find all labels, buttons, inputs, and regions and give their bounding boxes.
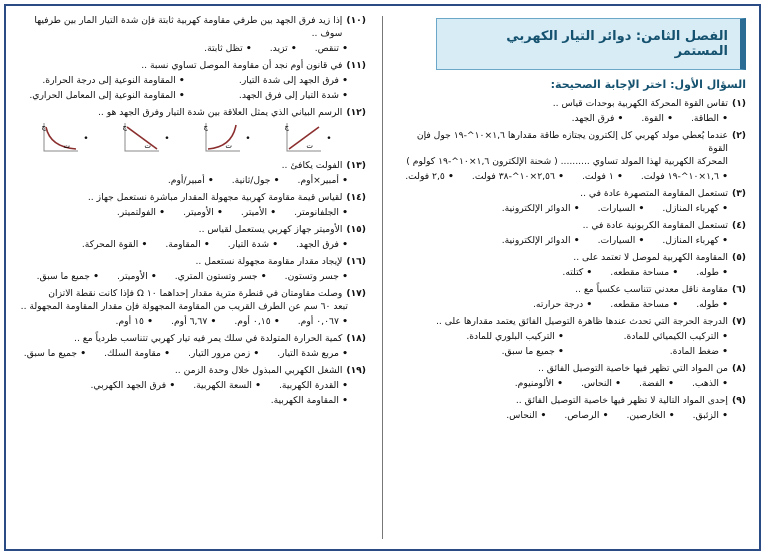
answer-options bbox=[396, 170, 746, 183]
question-text: من المواد التي تظهر فيها خاصية التوصيل الفائق .. bbox=[538, 363, 728, 374]
question-text: الدرجة الحرجة التي تحدث عندها ظاهرة التوصيل الفائق يعتمد مقدارها على .. bbox=[436, 316, 728, 327]
right-page bbox=[390, 12, 752, 543]
answer-options bbox=[396, 112, 746, 125]
answer-options bbox=[18, 42, 366, 55]
answer-option[interactable]: • الدوائر الإلكترونية. bbox=[502, 234, 580, 247]
answer-options bbox=[396, 330, 746, 358]
question-item bbox=[18, 332, 366, 360]
question-stem bbox=[396, 219, 746, 232]
question-number: (١٧) bbox=[346, 288, 366, 299]
answer-option[interactable]: • أمبير/أوم. bbox=[168, 174, 214, 187]
answer-option[interactable]: • فرق الجهد الكهربي. bbox=[90, 379, 175, 392]
question-stem bbox=[18, 14, 366, 40]
question-item bbox=[396, 219, 746, 247]
question-number: (٣) bbox=[731, 188, 746, 199]
question-item bbox=[18, 159, 366, 187]
answer-option[interactable]: • جول/ثانية. bbox=[232, 174, 280, 187]
question-item bbox=[396, 394, 746, 422]
question-text: لإيجاد مقدار مقاومة مجهولة نستعمل .. bbox=[195, 256, 343, 267]
question-item bbox=[396, 251, 746, 279]
question-number: (٤) bbox=[731, 220, 746, 231]
question-number: (١٣) bbox=[346, 160, 366, 171]
question-number: (١٤) bbox=[346, 192, 366, 203]
question-stem bbox=[396, 251, 746, 264]
question-text: في قانون أوم نجد أن مقاومة الموصل تساوي نسبة .. bbox=[141, 60, 343, 71]
question-text-continued: المحركة الكهربية لهذا المولد تساوي .......... ( شحنة الإلكترون ١,٦×١٠^-١٩ كولوم ) bbox=[406, 156, 728, 167]
answer-option[interactable]: • النحاس. bbox=[581, 377, 621, 390]
answer-option[interactable]: • طوله. bbox=[696, 298, 728, 311]
section-title: السؤال الأول: اختر الإجابة الصحيحة: bbox=[550, 78, 746, 91]
question-text: إذا زيد فرق الجهد بين طرفي مقاومة كهربية ثابتة فإن شدة التيار المار بين طرفيها سوف .. bbox=[34, 15, 343, 39]
answer-option[interactable]: • التركيب الكيميائي للمادة. bbox=[582, 330, 728, 343]
question-stem bbox=[18, 106, 366, 119]
graph-linear-increasing-icon bbox=[283, 121, 323, 155]
answer-option[interactable]: • القوة. bbox=[641, 112, 673, 125]
answer-option[interactable]: • الأوميتر. bbox=[117, 270, 157, 283]
question-number: (١٩) bbox=[346, 365, 366, 376]
question-item bbox=[18, 364, 366, 407]
page-frame bbox=[4, 4, 761, 551]
answer-option[interactable]: • المقاومة النوعية إلى درجة الحرارة. bbox=[40, 74, 185, 87]
answer-option[interactable]: • الألومنيوم. bbox=[515, 377, 563, 390]
graph-option[interactable] bbox=[121, 121, 169, 155]
answer-options bbox=[18, 74, 366, 102]
answer-options bbox=[18, 174, 366, 187]
question-stem bbox=[18, 332, 366, 345]
answer-option[interactable]: • فرق الجهد. bbox=[572, 112, 624, 125]
question-number: (١٢) bbox=[346, 107, 366, 118]
question-text: الرسم البياني الذي يمثل العلاقة بين شدة التيار وفرق الجهد هو .. bbox=[97, 107, 343, 118]
question-text: مقاومة ناقل معدني تتناسب عكسياً مع .. bbox=[575, 284, 728, 295]
question-item bbox=[18, 59, 366, 102]
answer-option[interactable]: • جميع ما سبق. bbox=[37, 270, 99, 283]
answer-option[interactable]: • القدرة الكهربية. bbox=[279, 379, 348, 392]
answer-option[interactable]: • السيارات. bbox=[598, 202, 645, 215]
answer-option[interactable]: • ٢,٥٦×١٠^-٣٨ فولت. bbox=[472, 170, 564, 183]
question-item bbox=[396, 97, 746, 125]
question-stem bbox=[18, 159, 366, 172]
answer-option[interactable]: • جميع ما سبق. bbox=[24, 347, 86, 360]
graph-x-label: ت bbox=[306, 142, 314, 150]
questions-right bbox=[396, 97, 746, 422]
graph-linear-decreasing-icon bbox=[121, 121, 161, 155]
question-text: الأوميتر جهاز كهربي يستعمل لقياس .. bbox=[198, 224, 343, 235]
answer-option[interactable]: • فرق الجهد إلى شدة التيار. bbox=[203, 74, 348, 87]
question-number: (٢) bbox=[731, 130, 746, 141]
answer-option[interactable]: • تظل ثابتة. bbox=[204, 42, 252, 55]
answer-options bbox=[396, 377, 746, 390]
answer-options bbox=[396, 298, 746, 311]
answer-option[interactable]: • المقاومة الكهربية. bbox=[271, 394, 348, 407]
answer-option[interactable]: • جسر وتستون المتري. bbox=[175, 270, 267, 283]
answer-option[interactable]: • المقاومة. bbox=[165, 238, 209, 251]
question-number: (٦) bbox=[731, 284, 746, 295]
answer-option[interactable]: • القوة المحركة. bbox=[82, 238, 147, 251]
answer-option[interactable]: • شدة التيار. bbox=[228, 238, 278, 251]
answer-options bbox=[18, 206, 366, 219]
graph-option[interactable] bbox=[283, 121, 331, 155]
question-stem bbox=[18, 364, 366, 377]
question-stem bbox=[18, 287, 366, 300]
page-divider bbox=[382, 16, 383, 539]
answer-option[interactable]: • ٠,٠٦٧ أوم. bbox=[298, 315, 348, 328]
question-text: لقياس قيمة مقاومة كهربية مجهولة المقدار مباشرة نستعمل جهاز .. bbox=[87, 192, 343, 203]
question-number: (١٨) bbox=[346, 333, 366, 344]
question-number: (٩) bbox=[731, 395, 746, 406]
bullet-icon: • bbox=[245, 132, 251, 144]
answer-option[interactable]: • ١,٦×١٠^-١٩ فولت. bbox=[641, 170, 728, 183]
answer-options bbox=[18, 315, 366, 328]
question-text: الشغل الكهربي المبذول خلال وحدة الزمن .. bbox=[174, 365, 343, 376]
bullet-icon: • bbox=[83, 132, 89, 144]
question-item bbox=[18, 255, 366, 283]
answer-options bbox=[396, 266, 746, 279]
graph-x-label: ت bbox=[144, 142, 152, 150]
question-number: (٧) bbox=[731, 316, 746, 327]
question-stem bbox=[396, 394, 746, 407]
answer-options bbox=[18, 238, 366, 251]
answer-option[interactable]: • ضغط المادة. bbox=[582, 345, 728, 358]
question-stem bbox=[18, 255, 366, 268]
answer-option[interactable]: • درجة حرارته. bbox=[533, 298, 592, 311]
question-number: (٨) bbox=[731, 363, 746, 374]
question-number: (١) bbox=[731, 98, 746, 109]
question-text: كمية الحرارة المتولدة في سلك يمر فيه تيار كهربي تتناسب طردياً مع .. bbox=[74, 333, 343, 344]
answer-option[interactable]: • الطاقة. bbox=[691, 112, 728, 125]
answer-option[interactable]: • أمبير×أوم. bbox=[298, 174, 348, 187]
question-stem bbox=[18, 191, 366, 204]
graph-options bbox=[18, 119, 366, 155]
chapter-title: الفصل الثامن: دوائر التيار الكهربي المستمر bbox=[436, 18, 746, 70]
question-text: تقاس القوة المحركة الكهربية بوحدات قياس .. bbox=[552, 98, 728, 109]
answer-option[interactable]: • الذهب. bbox=[692, 377, 728, 390]
question-item bbox=[18, 223, 366, 251]
answer-option[interactable]: • مقاومة السلك. bbox=[104, 347, 170, 360]
question-number: (١٦) bbox=[346, 256, 366, 267]
answer-option[interactable]: • كتلته. bbox=[562, 266, 592, 279]
answer-option[interactable]: • ٠,١٥ أوم. bbox=[234, 315, 279, 328]
question-item bbox=[396, 129, 746, 183]
answer-option[interactable]: • الجلفانومتر. bbox=[294, 206, 348, 219]
question-item bbox=[18, 14, 366, 55]
answer-option[interactable]: • الخارصين. bbox=[626, 409, 674, 422]
graph-y-label: ج bbox=[203, 123, 209, 131]
graph-option[interactable] bbox=[40, 121, 88, 155]
answer-options bbox=[396, 234, 746, 247]
answer-option[interactable]: • زمن مرور التيار. bbox=[188, 347, 259, 360]
question-item bbox=[396, 283, 746, 311]
left-page bbox=[12, 12, 374, 543]
answer-option[interactable]: • تزيد. bbox=[270, 42, 297, 55]
answer-options bbox=[18, 347, 366, 360]
answer-option[interactable]: • شدة التيار إلى فرق الجهد. bbox=[203, 89, 348, 102]
answer-option[interactable]: • النحاس. bbox=[506, 409, 546, 422]
answer-options bbox=[18, 270, 366, 283]
question-stem bbox=[396, 362, 746, 375]
answer-options bbox=[396, 202, 746, 215]
question-text: عندما يُعطي مولد كهربي كل إلكترون يجتازه طاقة مقدارها ١,٦×١٠^-١٩ جول فإن القوة bbox=[416, 130, 728, 154]
answer-option[interactable]: • الأوميتر. bbox=[183, 206, 223, 219]
answer-option[interactable]: • جسر وتستون. bbox=[285, 270, 348, 283]
answer-option[interactable]: • ٢,٥ فولت. bbox=[405, 170, 454, 183]
question-stem bbox=[18, 59, 366, 72]
graph-y-label: ج bbox=[284, 123, 290, 131]
answer-option[interactable]: • ٦,٦٧ أوم. bbox=[171, 315, 216, 328]
question-item bbox=[18, 191, 366, 219]
answer-option[interactable]: • مربع شدة التيار. bbox=[277, 347, 348, 360]
answer-option[interactable]: • الدوائر الإلكترونية. bbox=[502, 202, 580, 215]
answer-option[interactable]: • الزئبق. bbox=[693, 409, 728, 422]
graph-x-label: ت bbox=[63, 142, 71, 150]
answer-option[interactable]: • ١٥ أوم. bbox=[116, 315, 153, 328]
answer-option[interactable]: • الفولتميتر. bbox=[117, 206, 165, 219]
answer-option[interactable]: • السعة الكهربية. bbox=[193, 379, 261, 392]
bullet-icon: • bbox=[164, 132, 170, 144]
graph-x-label: ت bbox=[225, 142, 233, 150]
question-text-continued: تبعد ٦٠ سم عن الطرف القريب من المقاومة المجهولة فإن مقدار المقاومة المجهولة .. bbox=[20, 301, 348, 312]
answer-option[interactable]: • السيارات. bbox=[598, 234, 645, 247]
answer-option[interactable]: • مساحة مقطعه. bbox=[610, 298, 678, 311]
question-item bbox=[396, 187, 746, 215]
answer-option[interactable]: • ١ فولت. bbox=[582, 170, 623, 183]
question-number: (١١) bbox=[346, 60, 366, 71]
question-item bbox=[18, 287, 366, 328]
answer-option[interactable]: • مساحة مقطعه. bbox=[610, 266, 678, 279]
question-item bbox=[18, 106, 366, 155]
answer-option[interactable]: • فرق الجهد. bbox=[296, 238, 348, 251]
question-text: الفولت يكافئ .. bbox=[281, 160, 343, 171]
question-stem bbox=[396, 283, 746, 296]
graph-curve-increasing-icon bbox=[202, 121, 242, 155]
answer-option[interactable]: • الرصاص. bbox=[564, 409, 608, 422]
answer-option[interactable]: • كهرباء المنازل. bbox=[662, 202, 728, 215]
bullet-icon: • bbox=[326, 132, 332, 144]
question-text: المقاومة الكهربية لموصل لا تعتمد على .. bbox=[573, 252, 728, 263]
answer-options bbox=[18, 379, 366, 407]
question-text: وصلت مقاومتان في قنطرة مترية مقدار إحداهما ١٠ Ω فإذا كانت نقطة الاتزان bbox=[48, 288, 343, 299]
question-stem bbox=[396, 187, 746, 200]
answer-option[interactable]: • المقاومة النوعية إلى المعامل الحراري. bbox=[40, 89, 185, 102]
question-number: (١٠) bbox=[346, 15, 366, 26]
answer-option[interactable]: • تنقص. bbox=[315, 42, 348, 55]
graph-option[interactable] bbox=[202, 121, 250, 155]
question-stem bbox=[396, 129, 746, 155]
answer-option[interactable]: • كهرباء المنازل. bbox=[662, 234, 728, 247]
answer-option[interactable]: • جميع ما سبق. bbox=[418, 345, 564, 358]
question-number: (٥) bbox=[731, 252, 746, 263]
answer-option[interactable]: • الفضة. bbox=[639, 377, 674, 390]
graph-y-label: ج bbox=[41, 123, 47, 131]
questions-left bbox=[18, 14, 366, 407]
answer-options bbox=[396, 409, 746, 422]
question-item bbox=[396, 362, 746, 390]
graph-curve-decreasing-icon bbox=[40, 121, 80, 155]
question-text: تستعمل المقاومة الكربونية عادة في .. bbox=[582, 220, 728, 231]
question-item bbox=[396, 315, 746, 358]
answer-option[interactable]: • التركيب البلوري للمادة. bbox=[418, 330, 564, 343]
question-stem bbox=[18, 223, 366, 236]
question-text: تستعمل المقاومة المتصهرة عادة في .. bbox=[580, 188, 728, 199]
question-number: (١٥) bbox=[346, 224, 366, 235]
question-text: إحدى المواد التالية لا تظهر فيها خاصية التوصيل الفائق .. bbox=[515, 395, 728, 406]
graph-y-label: ج bbox=[122, 123, 128, 131]
answer-option[interactable]: • الأميتر. bbox=[241, 206, 276, 219]
question-stem bbox=[396, 315, 746, 328]
answer-option[interactable]: • طوله. bbox=[696, 266, 728, 279]
question-stem bbox=[396, 97, 746, 110]
